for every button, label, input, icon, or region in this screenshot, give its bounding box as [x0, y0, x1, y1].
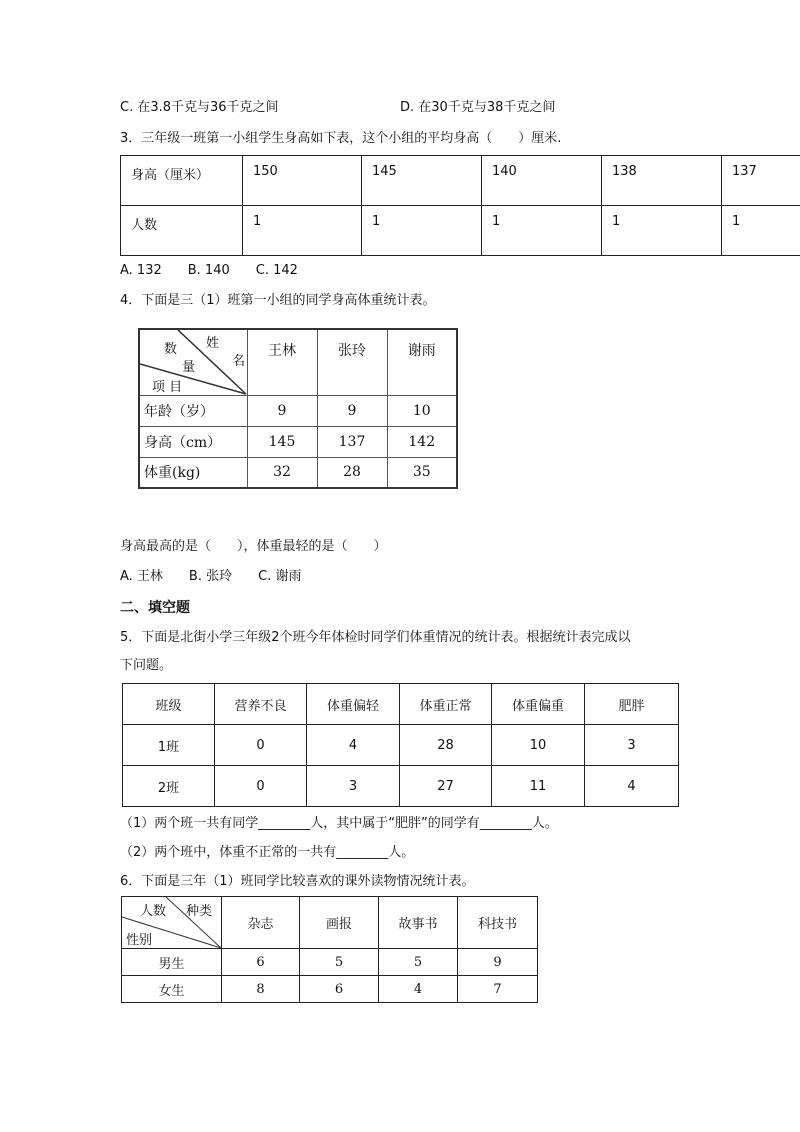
table-row	[139, 329, 457, 395]
q6-corner-bottom: 性别	[126, 933, 153, 948]
q3-height-table	[120, 155, 800, 256]
header-cell: 体重偏重	[492, 684, 585, 725]
table-cell: 3	[585, 725, 679, 766]
table-cell: 35	[387, 457, 457, 488]
table-cell: 28	[317, 457, 387, 488]
table-cell: 10	[387, 395, 457, 426]
q4-corner-top-right: 姓	[206, 336, 220, 351]
table-cell: 7	[458, 976, 538, 1003]
header-cell: 体重偏轻	[307, 684, 400, 725]
row-label: 体重(kg)	[139, 457, 247, 488]
table-cell: 1	[722, 206, 800, 256]
row-label: 男生	[122, 949, 222, 976]
header-cell: 营养不良	[215, 684, 307, 725]
table-cell: 1	[602, 206, 722, 256]
table-row	[121, 206, 800, 256]
q4-name-header: 张玲	[317, 329, 387, 395]
q4-corner-bottom: 项 目	[152, 380, 183, 395]
q5-subquestion-1: （1）两个班一共有同学________人，其中属于“肥胖”的同学有________人。	[120, 816, 558, 831]
table-cell: 150	[243, 156, 362, 206]
table-cell: 6	[300, 976, 379, 1003]
table-cell: 5	[379, 949, 458, 976]
table-row	[121, 156, 800, 206]
table-cell: 8	[222, 976, 300, 1003]
table-cell: 32	[247, 457, 317, 488]
header-cell: 画报	[300, 897, 379, 949]
q5-subquestion-2: （2）两个班中，体重不正常的一共有________人。	[120, 845, 415, 860]
row-label: 年龄（岁）	[139, 395, 247, 426]
q3-question: 3．三年级一班第一小组学生身高如下表，这个小组的平均身高（ ）厘米.	[120, 131, 562, 146]
table-cell: 人数	[121, 206, 243, 256]
table-cell: 138	[602, 156, 722, 206]
table-cell: 140	[482, 156, 602, 206]
q6-corner-header	[122, 897, 222, 949]
table-cell: 28	[400, 725, 492, 766]
table-row	[122, 897, 538, 949]
header-cell: 肥胖	[585, 684, 679, 725]
q4-subquestion: 身高最高的是（ ），体重最轻的是（ ）	[120, 539, 387, 554]
q2-option-c: C. 在3.8千克与36千克之间	[120, 100, 279, 115]
q4-options: A. 王林 B. 张玲 C. 谢雨	[120, 569, 302, 584]
q4-corner-right: 名	[232, 354, 246, 369]
q6-reading-table	[121, 896, 538, 1003]
q4-name-header: 王林	[247, 329, 317, 395]
table-cell: 137	[317, 426, 387, 457]
header-cell: 杂志	[222, 897, 300, 949]
q6-corner-top-left: 人数	[140, 904, 167, 919]
table-cell: 6	[222, 949, 300, 976]
q4-corner-middle: 量	[182, 360, 196, 375]
table-cell: 4	[379, 976, 458, 1003]
header-cell: 故事书	[379, 897, 458, 949]
q4-corner-header	[139, 329, 247, 395]
table-cell: 1	[482, 206, 602, 256]
table-row	[139, 457, 457, 488]
row-label: 身高（cm）	[139, 426, 247, 457]
q6-corner-top-right: 种类	[186, 904, 213, 919]
table-cell: 11	[492, 766, 585, 807]
table-row	[123, 684, 679, 725]
header-cell: 班级	[123, 684, 215, 725]
table-cell: 0	[215, 766, 307, 807]
table-row	[122, 976, 538, 1003]
table-cell: 137	[722, 156, 800, 206]
q4-corner-top-left: 数	[164, 342, 178, 357]
table-row	[122, 949, 538, 976]
table-cell: 1	[243, 206, 362, 256]
table-cell: 0	[215, 725, 307, 766]
table-row	[123, 766, 679, 807]
table-cell: 27	[400, 766, 492, 807]
table-cell: 2班	[123, 766, 215, 807]
table-cell: 1	[362, 206, 482, 256]
q5-question-line2: 下问题。	[120, 658, 173, 673]
header-cell: 科技书	[458, 897, 538, 949]
header-cell: 体重正常	[400, 684, 492, 725]
q3-options: A. 132 B. 140 C. 142	[120, 263, 298, 278]
q2-option-d: D. 在30千克与38千克之间	[400, 100, 556, 115]
table-cell: 9	[247, 395, 317, 426]
table-cell: 4	[307, 725, 400, 766]
table-cell: 1班	[123, 725, 215, 766]
table-row	[139, 395, 457, 426]
q5-question-line1: 5．下面是北街小学三年级2个班今年体检时同学们体重情况的统计表。根据统计表完成以	[120, 630, 631, 645]
q4-question: 4．下面是三（1）班第一小组的同学身高体重统计表。	[120, 293, 436, 308]
table-cell: 145	[362, 156, 482, 206]
table-cell: 142	[387, 426, 457, 457]
q5-weight-table	[122, 683, 679, 807]
table-row	[123, 725, 679, 766]
table-cell: 4	[585, 766, 679, 807]
q6-question: 6．下面是三年（1）班同学比较喜欢的课外读物情况统计表。	[120, 874, 475, 889]
table-cell: 9	[458, 949, 538, 976]
q4-student-table	[138, 328, 458, 489]
table-row	[139, 426, 457, 457]
table-cell: 10	[492, 725, 585, 766]
section-heading: 二、填空题	[120, 600, 190, 616]
table-cell: 9	[317, 395, 387, 426]
table-cell: 145	[247, 426, 317, 457]
row-label: 女生	[122, 976, 222, 1003]
q4-name-header: 谢雨	[387, 329, 457, 395]
table-cell: 5	[300, 949, 379, 976]
table-cell: 身高（厘米）	[121, 156, 243, 206]
table-cell: 3	[307, 766, 400, 807]
